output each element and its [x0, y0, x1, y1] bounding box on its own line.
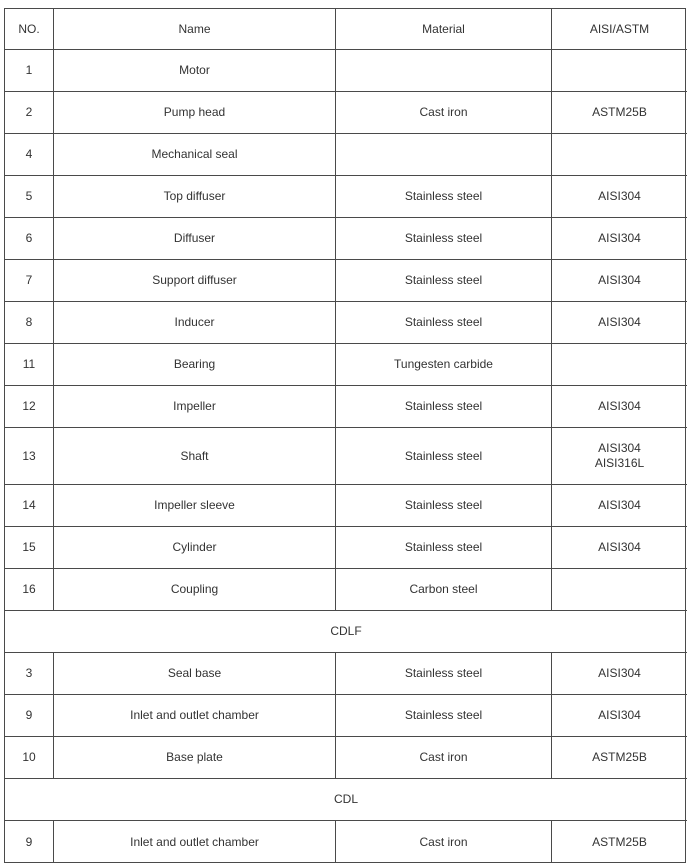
section-title: CDL: [5, 779, 687, 821]
cell-aisi-line: AISI316L: [594, 456, 645, 470]
cell-name: Support diffuser: [54, 260, 336, 302]
header-name: Name: [54, 9, 336, 50]
cell-aisi: AISI304: [552, 176, 687, 218]
cell-no: 4: [5, 134, 54, 176]
cell-name: Coupling: [54, 569, 336, 611]
cell-no: 12: [5, 386, 54, 428]
cell-no: 14: [5, 485, 54, 527]
cell-material: Stainless steel: [336, 176, 552, 218]
cell-material: Stainless steel: [336, 485, 552, 527]
cell-material: Stainless steel: [336, 218, 552, 260]
cell-no: 3: [5, 653, 54, 695]
cell-material: Stainless steel: [336, 527, 552, 569]
cell-material: Cast iron: [336, 737, 552, 779]
cell-material: [336, 134, 552, 176]
table-row: [5, 134, 687, 176]
table-row: [5, 569, 687, 611]
header-material: Material: [336, 9, 552, 50]
materials-table-container: [4, 8, 686, 863]
cell-material: Stainless steel: [336, 428, 552, 485]
cell-material: Stainless steel: [336, 302, 552, 344]
cell-name: Diffuser: [54, 218, 336, 260]
cell-no: 6: [5, 218, 54, 260]
cell-material: Stainless steel: [336, 653, 552, 695]
table-row: [5, 344, 687, 386]
table-row: [5, 176, 687, 218]
cell-aisi: AISI304: [552, 695, 687, 737]
cell-aisi: ASTM25B: [552, 92, 687, 134]
cell-name: Inlet and outlet chamber: [54, 821, 336, 863]
table-row: [5, 386, 687, 428]
cell-aisi: [552, 344, 687, 386]
cell-aisi: ASTM25B: [592, 834, 647, 849]
cell-no: 16: [5, 569, 54, 611]
section-title: CDLF: [5, 611, 687, 653]
table-row: [5, 218, 687, 260]
cell-aisi: AISI304: [552, 218, 687, 260]
cell-aisi: [552, 428, 687, 485]
header-no: NO.: [5, 9, 54, 50]
cell-aisi: AISI304: [552, 527, 687, 569]
cell-no: 5: [5, 176, 54, 218]
cell-aisi: AISI304: [552, 260, 687, 302]
cell-name: Top diffuser: [54, 176, 336, 218]
cell-material: Tungesten carbide: [336, 344, 552, 386]
cell-material: Stainless steel: [336, 386, 552, 428]
cell-aisi: AISI304: [552, 386, 687, 428]
cell-name: Bearing: [54, 344, 336, 386]
cell-name: Shaft: [54, 428, 336, 485]
cell-no: 15: [5, 527, 54, 569]
cell-material: Carbon steel: [336, 569, 552, 611]
cell-no: 1: [5, 50, 54, 92]
cell-aisi: [552, 50, 687, 92]
table-row: [5, 428, 687, 485]
cell-material: [336, 50, 552, 92]
cell-aisi: AISI304: [552, 302, 687, 344]
table-row: [5, 302, 687, 344]
cell-material: Stainless steel: [336, 695, 552, 737]
cell-name: Motor: [54, 50, 336, 92]
cell-no: 13: [5, 428, 54, 485]
table-row: [5, 527, 687, 569]
table-row: [5, 737, 687, 779]
cell-name: Base plate: [54, 737, 336, 779]
cell-no: 8: [5, 302, 54, 344]
cell-name: Impeller sleeve: [54, 485, 336, 527]
cell-name: Mechanical seal: [54, 134, 336, 176]
cell-name: Seal base: [54, 653, 336, 695]
header-aisi-astm: AISI/ASTM: [552, 9, 687, 50]
cell-aisi: [552, 569, 687, 611]
table-row: [5, 260, 687, 302]
cell-name: Inducer: [54, 302, 336, 344]
table-row: [5, 485, 687, 527]
table-header-row: [5, 9, 687, 50]
cell-aisi: AISI304: [552, 485, 687, 527]
cell-aisi: ASTM25B: [552, 737, 687, 779]
section-row-cdlf: [5, 611, 687, 653]
cell-no: 7: [5, 260, 54, 302]
cell-aisi: AISI304: [552, 653, 687, 695]
cell-name: Inlet and outlet chamber: [54, 695, 336, 737]
table-row: [5, 821, 687, 863]
materials-table: [5, 9, 687, 863]
table-row: [5, 50, 687, 92]
cell-no: 10: [5, 737, 54, 779]
cell-name: Pump head: [54, 92, 336, 134]
cell-name: Cylinder: [54, 527, 336, 569]
cell-aisi-line: AISI304: [598, 441, 641, 455]
section-row-cdl: [5, 779, 687, 821]
cell-material: Cast iron: [336, 821, 552, 863]
cell-no: 9: [5, 695, 54, 737]
table-row: [5, 92, 687, 134]
cell-no: 11: [5, 344, 54, 386]
cell-material: Cast iron: [336, 92, 552, 134]
cell-no: 9: [5, 821, 54, 863]
cell-aisi: [552, 134, 687, 176]
cell-name: Impeller: [54, 386, 336, 428]
cell-no: 2: [5, 92, 54, 134]
cell-material: Stainless steel: [336, 260, 552, 302]
table-row: [5, 695, 687, 737]
table-row: [5, 653, 687, 695]
